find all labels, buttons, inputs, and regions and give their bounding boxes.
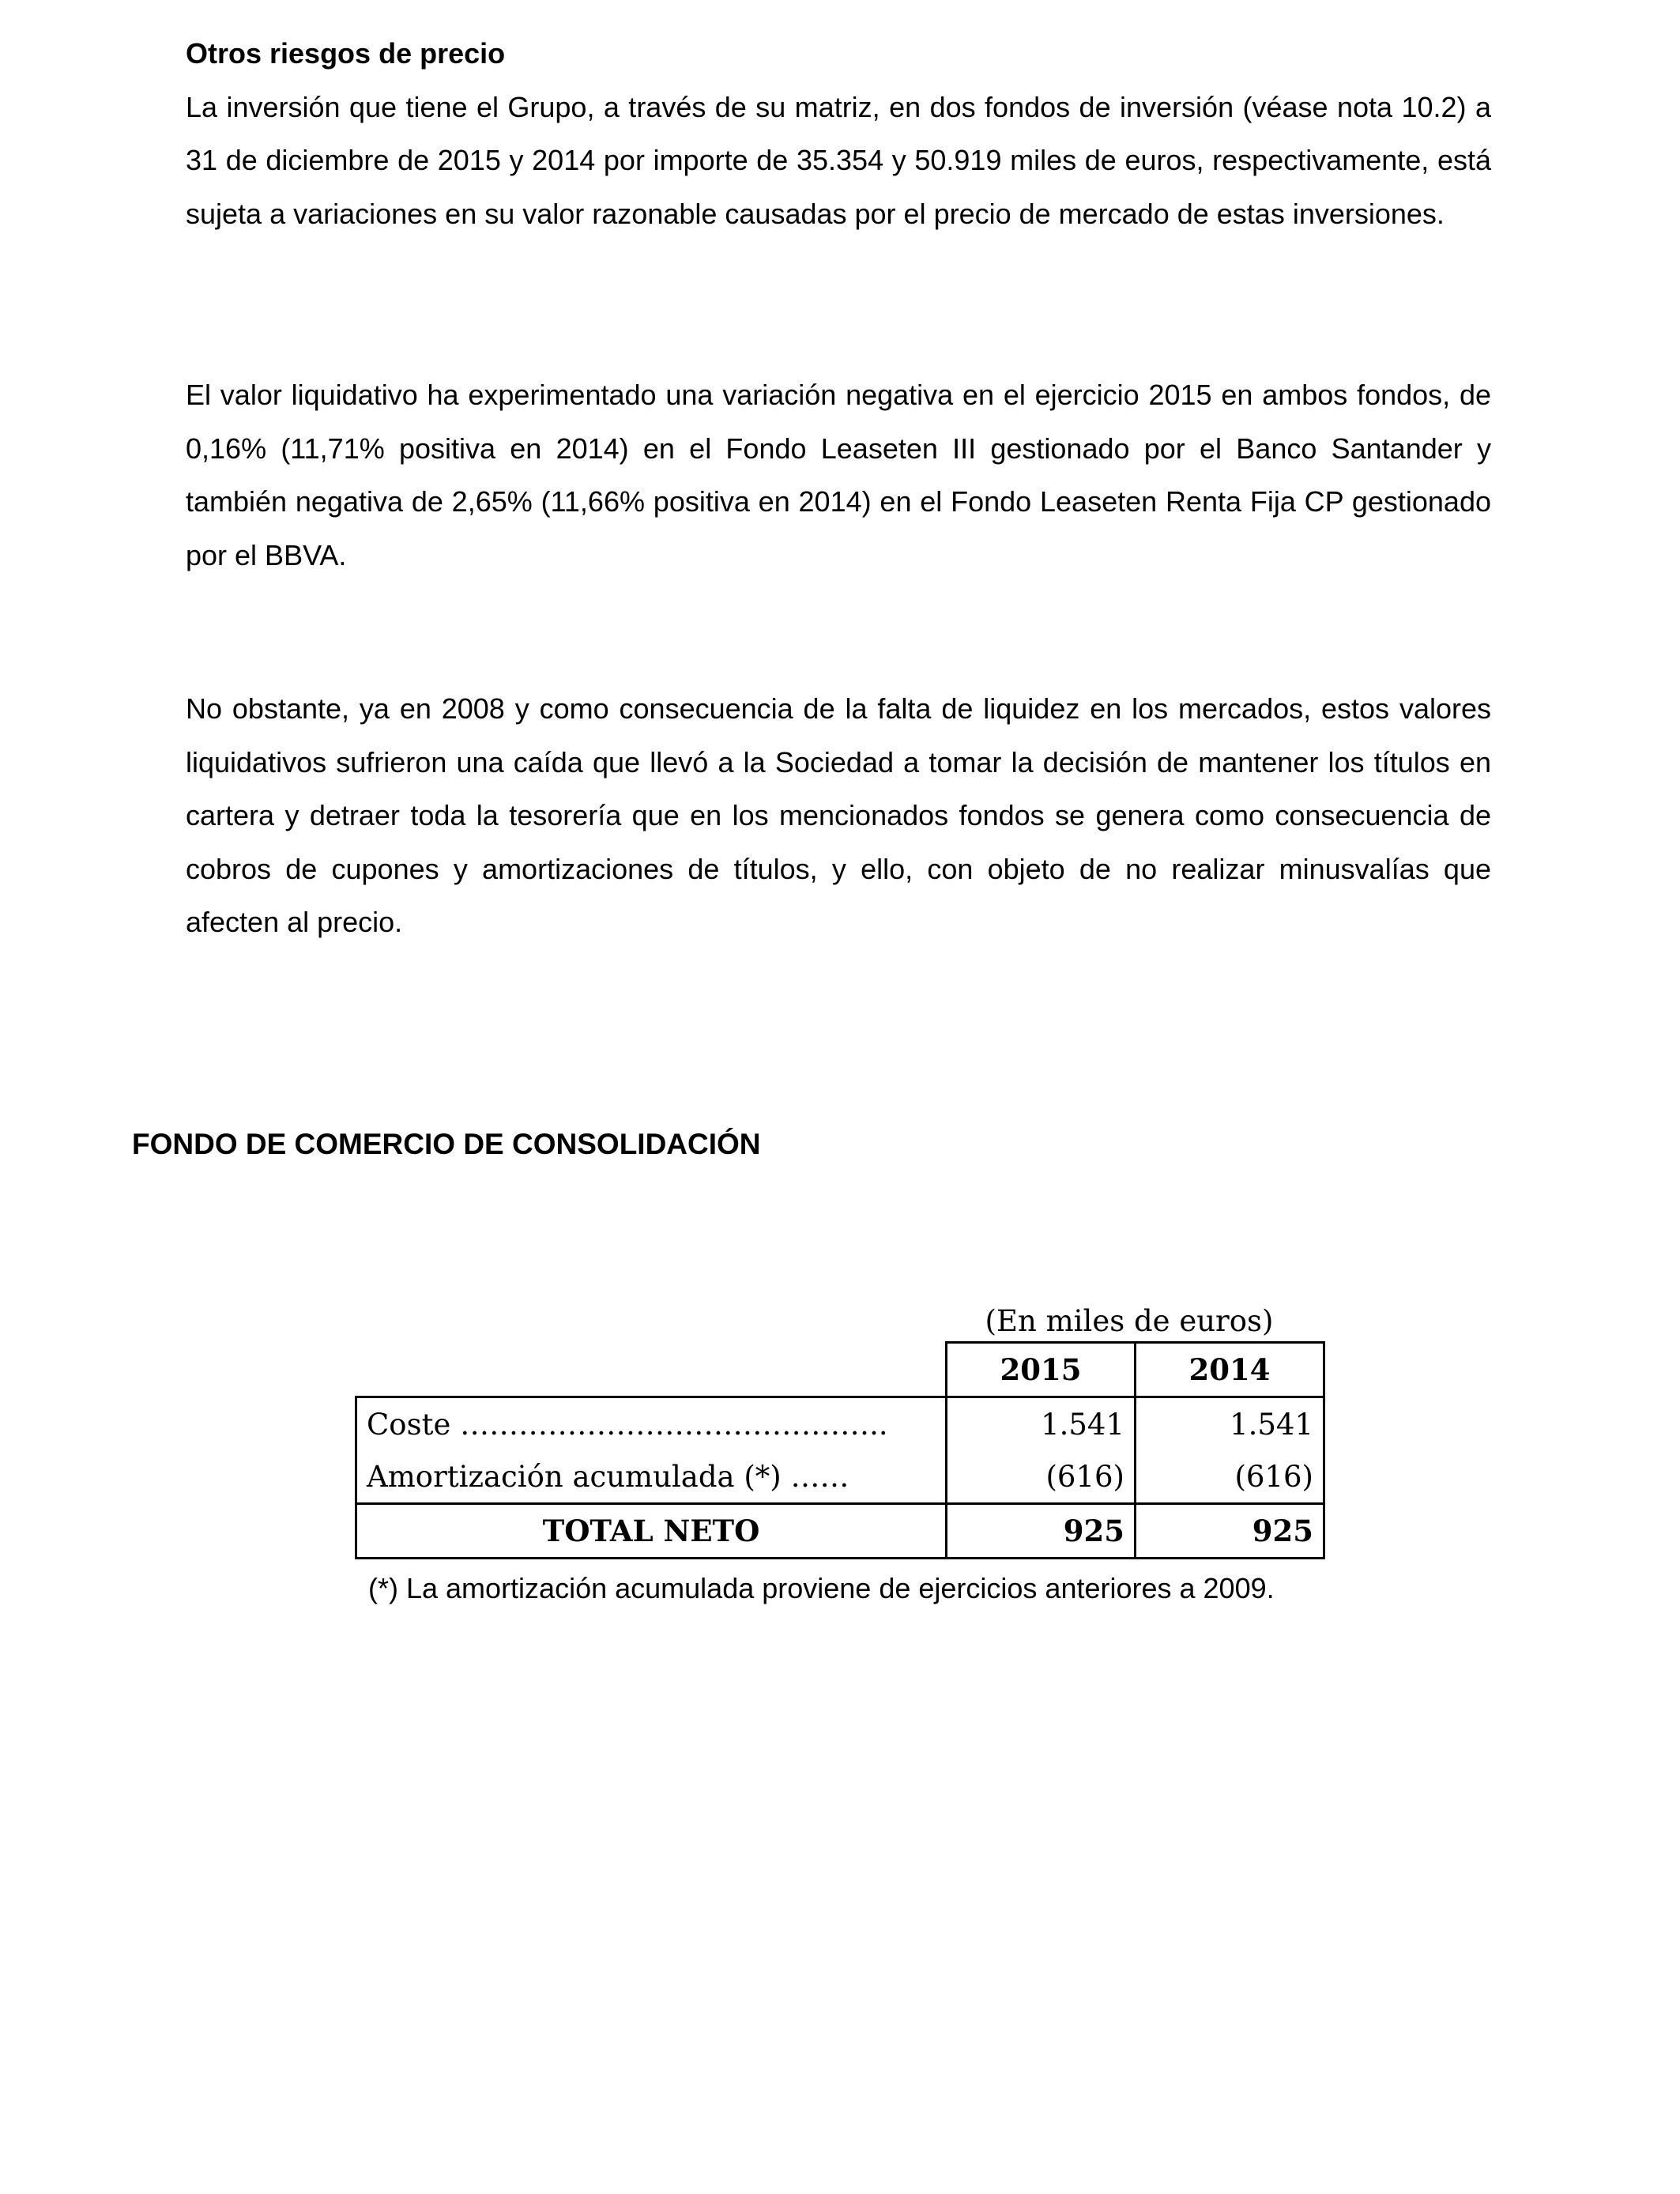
value-2015: (616) bbox=[947, 1450, 1136, 1504]
total-2014: 925 bbox=[1136, 1504, 1324, 1559]
table-row-total-neto bbox=[356, 1504, 1324, 1559]
table-row-amortizacion bbox=[356, 1450, 1324, 1504]
section-heading: Otros riesgos de precio bbox=[186, 37, 506, 70]
row-label: Amortización acumulada (*) …… bbox=[356, 1450, 947, 1504]
section-otros-riesgos bbox=[186, 27, 1491, 240]
table-footnote: (*) La amortización acumulada proviene de ejercicios anteriores a 2009. bbox=[368, 1572, 1275, 1604]
table-row-coste bbox=[356, 1397, 1324, 1451]
paragraph-valor-liquidativo bbox=[186, 368, 1491, 582]
value-2014: 1.541 bbox=[1136, 1397, 1324, 1451]
total-label: TOTAL NETO bbox=[356, 1504, 947, 1559]
paragraph-inversion: La inversión que tiene el Grupo, a través de su matriz, en dos fondos de inversión (véase nota 10.2) a 31 de diciembre de 2015 y 2014 por importe de 35.354 y 50.919 miles de euros, respectivamente, está sujeta a variaciones en su valor razonable causadas por el precio de mercado de estas inversiones. bbox=[186, 90, 1491, 230]
table-header-row bbox=[356, 1343, 1324, 1397]
goodwill-table bbox=[355, 1341, 1325, 1559]
value-2014: (616) bbox=[1136, 1450, 1324, 1504]
section-title-fondo-comercio: FONDO DE COMERCIO DE CONSOLIDACIÓN bbox=[132, 1128, 761, 1160]
column-header-2015: 2015 bbox=[947, 1343, 1136, 1397]
column-header-2014: 2014 bbox=[1136, 1343, 1324, 1397]
total-2015: 925 bbox=[947, 1504, 1136, 1559]
paragraph-text: No obstante, ya en 2008 y como consecuencia de la falta de liquidez en los mercados, estos valores liquidativos sufrieron una caída que llevó a la Sociedad a tomar la decisión de mantener los títulos en cartera y detraer toda la tesorería que en los mencionados fondos se genera como consecuencia de cobros de cupones y amortizaciones de títulos, y ello, con objeto de no realizar minusvalías que afecten al precio. bbox=[186, 692, 1491, 938]
table-header-empty bbox=[356, 1343, 947, 1397]
paragraph-text: El valor liquidativo ha experimentado una variación negativa en el ejercicio 2015 en ambos fondos, de 0,16% (11,71% positiva en 2014) en el Fondo Leaseten III gestionado por el Banco Santander y también negativa de 2,65% (11,66% positiva en 2014) en el Fondo Leaseten Renta Fija CP gestionado por el BBVA. bbox=[186, 379, 1491, 571]
row-label: Coste …………………………………….. bbox=[356, 1397, 947, 1451]
paragraph-no-obstante bbox=[186, 682, 1491, 949]
table-unit-caption: (En miles de euros) bbox=[985, 1304, 1274, 1338]
value-2015: 1.541 bbox=[947, 1397, 1136, 1451]
